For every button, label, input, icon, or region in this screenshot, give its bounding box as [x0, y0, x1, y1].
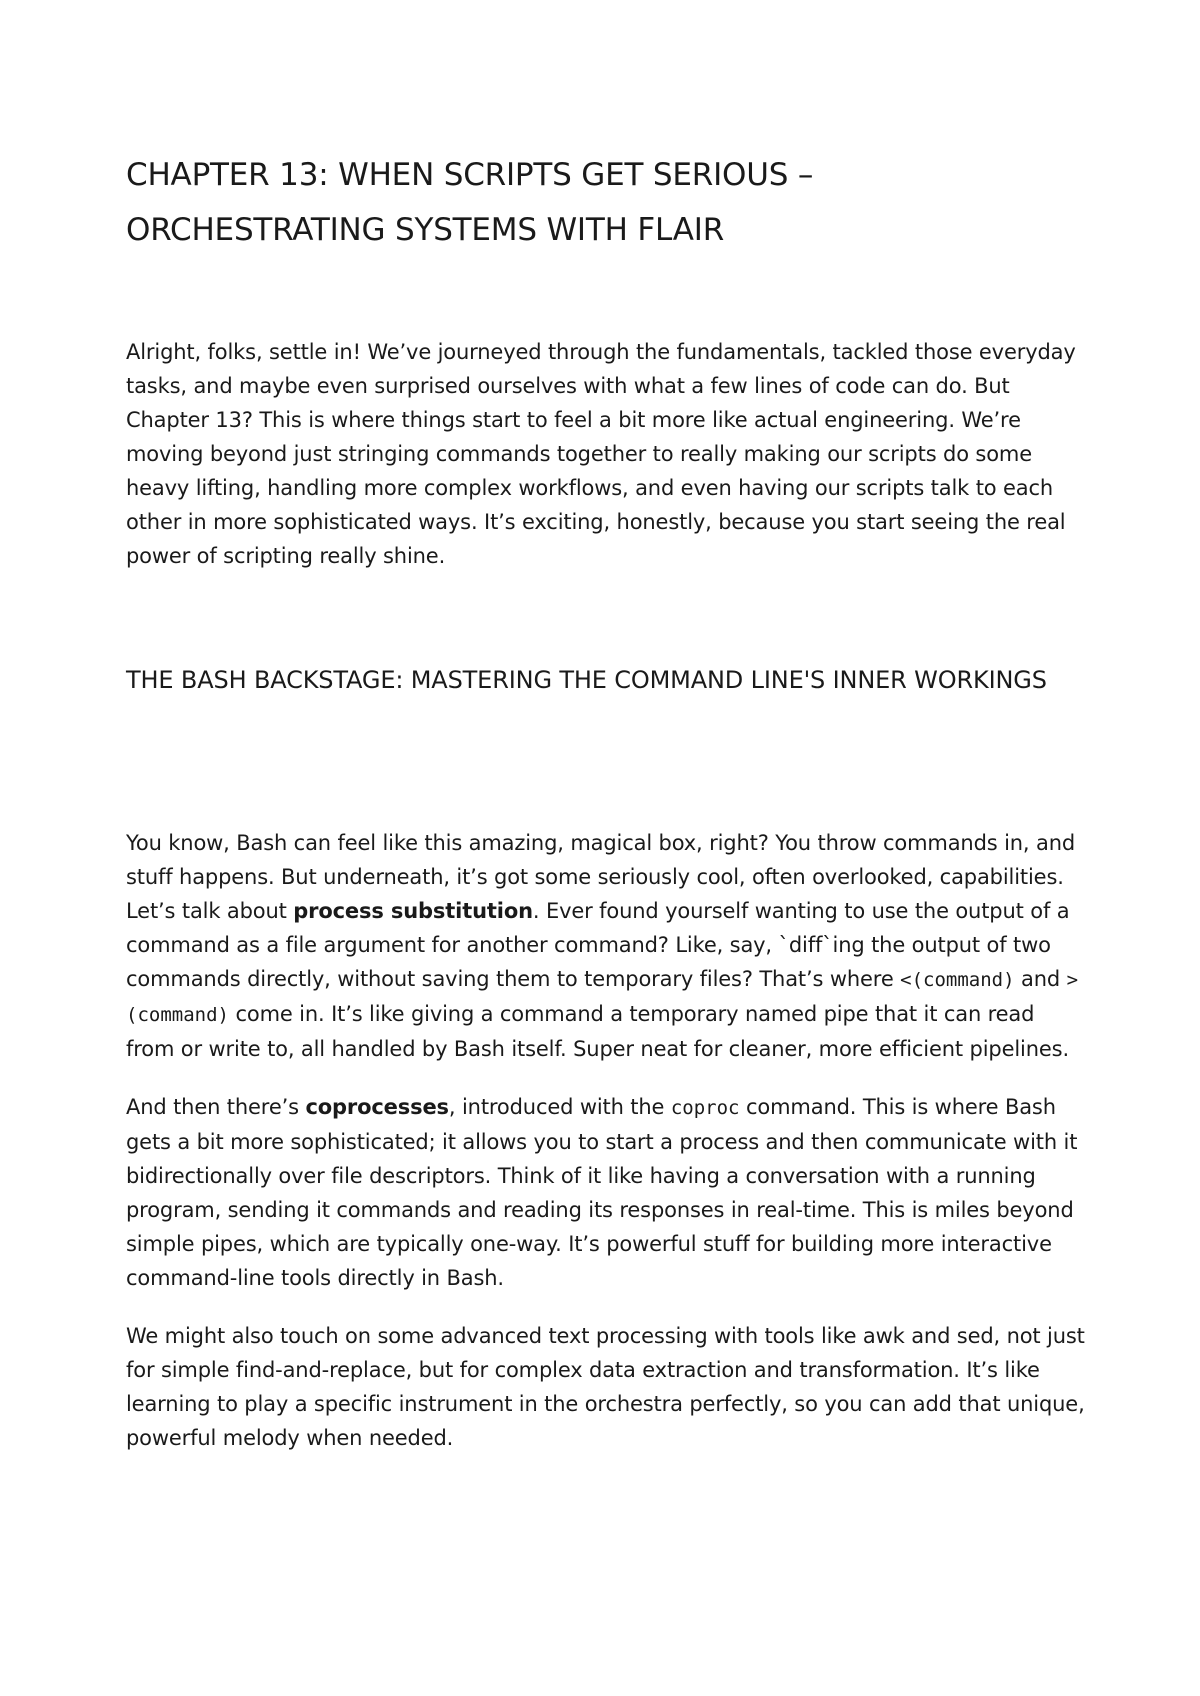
section-body: [126, 826, 1086, 1479]
intro-paragraph: Alright, folks, settle in! We’ve journeyed through the fundamentals, tackled those everyday tasks, and maybe even surprised ourselves with what a few lines of code can do. But Chapter 13? This is where things start to feel a bit more like actual engineering. We’re moving beyond just stringing commands together to really making our scripts do some heavy lifting, handling more complex workflows, and even having our scripts talk to each other in more sophisticated ways. It’s exciting, honestly, because you start seeing the real power of scripting really shine.: [126, 340, 1076, 568]
paragraph-text: command. This is where Bash gets a bit more sophisticated; it allows you to start a process and then communicate with it bidirectionally over file descriptors. Think of it like having a conversation with a running program, sending it commands and reading its responses in real-time. This is miles beyond simple pipes, which are typically one-way. It’s powerful stuff for building more interactive command-line tools directly in Bash.: [126, 1095, 1078, 1290]
paragraph-text: You know, Bash can feel like this amazing, magical box, right? You throw commands in, and stuff happens. But underneath, it’s got some seriously cool, often overlooked, capabilities. Let’s talk about: [126, 831, 1076, 923]
chapter-title: CHAPTER 13: WHEN SCRIPTS GET SERIOUS – ORCHESTRATING SYSTEMS WITH FLAIR: [126, 157, 814, 248]
process-substitution-paragraph: [126, 826, 1086, 1066]
coprocesses-paragraph: [126, 1090, 1086, 1295]
paragraph-text: , introduced with the: [448, 1095, 671, 1119]
text-processing-paragraph: We might also touch on some advanced text processing with tools like awk and sed, not just for simple find-and-replace, but for complex data extraction and transformation. It’s like learning to play a specific instrument in the orchestra perfectly, so you can add that unique, powerful melody when needed.: [126, 1324, 1085, 1450]
code-output-substitution: >(command): [126, 969, 1079, 1026]
paragraph-text: and: [1014, 967, 1067, 991]
paragraph-text: And then there’s: [126, 1095, 306, 1119]
code-input-substitution: <(command): [900, 969, 1015, 991]
code-coproc: coproc: [670, 1097, 740, 1119]
section-title: THE BASH BACKSTAGE: MASTERING THE COMMAND LINE'S INNER WORKINGS: [126, 666, 1047, 694]
paragraph-text: . Ever found yourself wanting to use the output of a command as a file argument for another command? Like, say, `diff`ing the output of two commands directly, without saving them to temporary files? That’s where: [126, 899, 1070, 991]
paragraph-text: come in. It’s like giving a command a temporary named pipe that it can read from or write to, all handled by Bash itself. Super neat for cleaner, more efficient pipelines.: [126, 1002, 1069, 1061]
term-process-substitution: process substitution: [293, 899, 533, 923]
term-coprocesses: coprocesses: [305, 1095, 449, 1119]
